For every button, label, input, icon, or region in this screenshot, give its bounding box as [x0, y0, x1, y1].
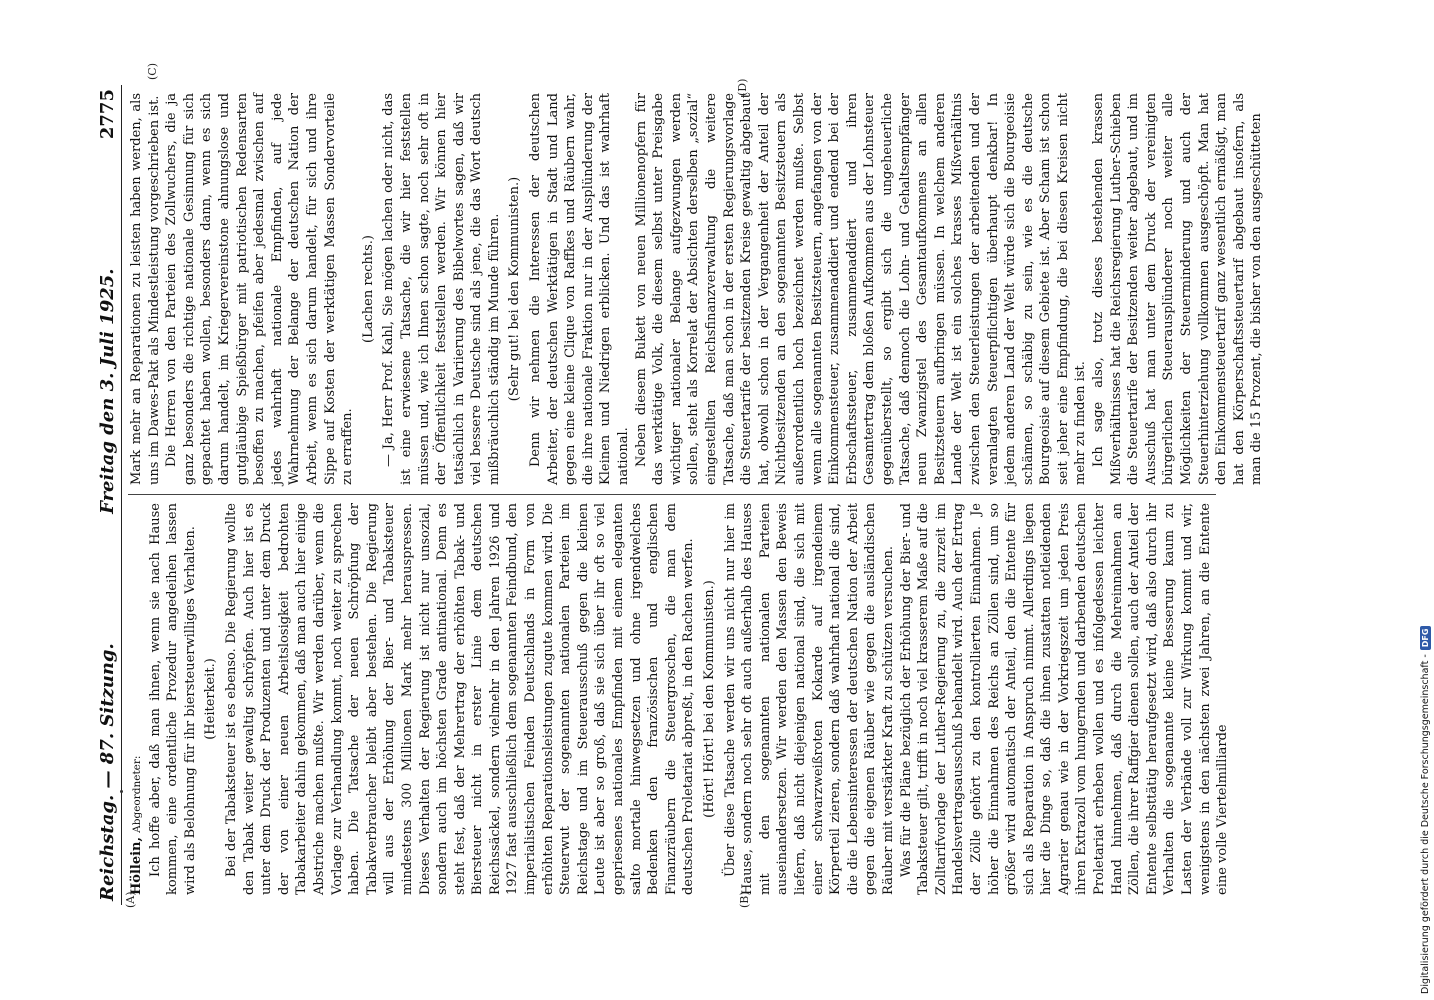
- rotated-page: [88, 85, 1265, 905]
- speaker-name: Höllein,: [129, 836, 144, 895]
- right-column: [128, 93, 1265, 485]
- ink-speck: [120, 790, 123, 793]
- digitization-credit: [1418, 4, 1432, 994]
- speaker-role: Abgeordneter:: [131, 755, 143, 833]
- right-paragraph-3: — Ja, Herr Prof. Kahl, Sie mögen lachen oder nicht, das ist eine erwiesene Tatsache, die wir hier feststellen müssen und, wie ich Ihnen schon sagte, noch sehr oft in der Öffentlichkeit feststellen werden. Wir können hier tatsächlich in Variierung des Bibelwortes sagen, daß wir viel bessere Deutsche sind als jene, die das Wort deutsch mißbräuchlich ständig im Munde führen.: [381, 93, 502, 485]
- column-divider: [128, 494, 1216, 495]
- left-paragraph-2: Bei der Tabaksteuer ist es ebenso. Die Regierung wollte den Tabak weiter gewaltig schröpfen. Auch hier ist es unter dem Druck der Produzenten und unter dem Druck der von einer neuen Arbeitslosigkeit bedrohten Tabakarbeiter dahin gekommen, daß man auch hier einige Abstriche machen mußte. Wir werden darüber, wenn die Vorlage zur Verhandlung kommt, noch weiter zu sprechen haben. Die Tatsache der neuen Schröpfung der Tabakverbraucher bleibt aber bestehen. Die Regierung will aus der Erhöhung der Bier- und Tabaksteuer mindestens 300 Millionen Mark mehr herauspressen. Dieses Verhalten der Regierung ist nicht nur unsozial, sondern auch im höchsten Grade antinational. Denn es steht fest, daß der Mehrertrag der erhöhten Tabak- und Biersteuer nicht in erster Linie dem deutschen Reichssäckel, sondern vielmehr in den Jahren 1926 und 1927 fast ausschließlich dem sogenannten Feindbund, den imperialistischen Feinden Deutschlands in Form von erhöhten Reparationsleistungen zugute kommen wird. Die Steuerwut der sogenannten nationalen Parteien im Reichstage und im Steuerausschuß gegen die kleinen Leute ist aber so groß, daß sie sich über ihr oft so viel gepriesenes nationales Empfinden mit einem eleganten salto mortale hinwegsetzen und ohne irgendwelches Bedenken den französischen und englischen Finanzräubern die Steuergroschen, die man dem deutschen Proletariat abpreßt, in den Rachen werfen.: [223, 503, 697, 895]
- right-paragraph-1: Mark mehr an Reparationen zu leisten haben werden, als uns im Dawes-Pakt als Mindestleistung vorgeschrieben ist.: [129, 93, 162, 485]
- margin-mark-d: (D): [736, 78, 749, 96]
- speaker-line: [128, 503, 147, 895]
- right-paragraph-5: Neben diesem Bukett von neuen Millionenopfern für das werktätige Volk, die diesem selbst unter Preisgabe wichtiger nationaler Belange aufgezwungen werden sollen, steht als Korrelat der Absichten derselben „sozial“ eingestellten Reichsfinanzverwaltung die weitere Tatsache, daß man schon in der ersten Regierungsvorlage die Steuertarife der besitzenden Kreise gewaltig abgebaut hat, obwohl schon in der Vergangenheit der Anteil der Nichtbesitzenden an den sogenannten Besitzsteuern als außerordentlich hoch bezeichnet werden mußte. Selbst wenn alle sogenannten Besitzsteuern, angefangen von der Einkommensteuer, zusammenaddiert und endend bei der Erbschaftssteuer, zusammenaddiert und ihren Gesamtertrag dem bloßen Aufkommen aus der Lohnsteuer gegenüberstellt, so ergibt sich die ungeheuerliche Tatsache, daß dennoch die Lohn- und Gehaltsempfänger neun Zwanzigstel des Gesamtaufkommens an allen Besitzsteuern aufbringen müssen. In welchem anderen Lande der Welt ist ein solches krasses Mißverhältnis zwischen den Steuerleistungen der arbeitenden und der veranlagten Steuerpflichtigen überhaupt denkbar! In jedem anderen Land der Welt würde sich die Bourgeoisie schämen, so schäbig zu sein, wie es die deutsche Bourgeoisie auf diesem Gebiete ist. Aber Scham ist schon seit jeher eine Empfindung, die bei diesen Kreisen nicht mehr zu finden ist.: [633, 93, 1089, 485]
- left-interjection-2: (Hört! Hört! bei den Kommunisten.): [702, 580, 717, 818]
- margin-mark-b: (B): [738, 891, 751, 908]
- left-interjection-1: (Heiterkeit.): [203, 658, 219, 740]
- page-header: [88, 85, 122, 905]
- right-interjection-1: (Lachen rechts.): [360, 235, 376, 343]
- right-paragraph-6: Ich sage also, trotz dieses bestehenden krassen Mißverhältnisses hat die Reichsregierung Luther-Schieben die Steuertarife der Besitzenden weiter abgebaut, und im Ausschuß hat man unter dem Druck der vereinigten bürgerlichen Steuerausplünderer noch weiter alle Möglichkeiten der Steuerminderung und auch der Steuerhinterziehung vollkommen ausgeschöpft. Man hat den Einkommensteuertarif ganz wesentlich ermäßigt, man hat den Körperschaftssteuertarif abgebaut insofern, als man die 15 Prozent, die bisher von den ausgeschütteten: [1091, 93, 1265, 485]
- left-paragraph-3: Über diese Tatsache werden wir uns nicht nur hier im Hause, sondern noch sehr oft auch außerhalb des Hauses mit den sogenannten nationalen Parteien auseinandersetzen. Wir werden den Massen den Beweis liefern, daß nicht diejenigen national sind, die sich mit einer schwarzweißroten Kokarde auf irgendeinem Körperteil zieren, sondern daß wahrhaft national die sind, die die Lebensinteressen der deutschen Nation der Arbeit gegen die eigenen Räuber wie gegen die ausländischen Räuber mit verstärkter Kraft zu schützen versuchen.: [722, 503, 896, 895]
- right-paragraph-4: Denn wir nehmen die Interessen der deutschen Arbeiter, der deutschen Werktätigen in Stadt und Land gegen eine kleine Clique von Raffkes und Räubern wahr, die ihre nationale Fraktion nur in der Ausplünderung der Kleinen und Niedrigen erblicken. Und das ist wahrhaft national.: [528, 93, 632, 485]
- credit-text: Digitalisierung gefördert durch die Deutsche Forschungsgemeinschaft -: [1419, 654, 1431, 994]
- right-interjection-2: (Sehr gut! bei den Kommunisten.): [507, 176, 523, 402]
- text-columns: [128, 85, 1265, 905]
- header-date: Freitag den 3. Juli 1925.: [97, 268, 118, 514]
- margin-mark-a: (A): [124, 891, 137, 908]
- right-paragraph-2: Die Herren von den Parteien des Zollwuchers, die ja ganz besonders die richtige nationale Gesinnung für sich gepachtet haben wollen, besonders dann, wenn es sich darum handelt, im Kriegervereinstone ahnungslose und gutgläubige Spießbürger mit patriotischen Redensarten besoffen zu machen, pfeifen aber jedesmal zwischen auf jedes wahrhaft nationale Empfinden, auf jede Wahrnehmung der Belange der deutschen Nation der Arbeit, wenn es sich darum handelt, für sich und ihre Sippe auf Kosten der werktätigen Massen Sondervorteile zu erraffen.: [164, 93, 356, 485]
- left-paragraph-4: Was für die Pläne bezüglich der Erhöhung der Bier- und Tabaksteuer gilt, trifft in noch viel krasserem Maße auf die Zolltarifvorlage der Luther-Regierung zu, die zurzeit im Handelsvertragsausschuß behandelt wird. Auch der Ertrag der Zölle gehört zu den kontrollierten Einnahmen. Je höher die Einnahmen des Reichs an Zöllen sind, um so größer wird automatisch der Anteil, den die Entente für sich als Reparation in Anspruch nimmt. Allerdings liegen hier die Dinge so, daß die ihnen zustatten notleidenden Agrarier genau wie in der Vorkriegszeit um jeden Preis ihren Extrazoll vom hungernden und darbenden deutschen Proletariat erheben wollen und es infolgedessen leichter Hand hinnehmen, daß durch die Mehreinnahmen an Zöllen, die ihrer Raffgier dienen sollen, auch der Anteil der Entente selbsttätig heraufgesetzt wird, daß also durch ihr Verhalten die sogenannte kleine Besserung kaum zu Lasten der Verbände voll zur Wirkung kommt und wir, wenigstens in den nächsten zwei Jahren, an die Entente eine volle Viertelmilliarde: [898, 503, 1231, 895]
- page-number: 2775: [97, 89, 118, 140]
- dfg-logo-badge: DFG: [1420, 626, 1431, 651]
- left-paragraph-1: Ich hoffe aber, daß man ihnen, wenn sie nach Hause kommen, eine ordentliche Prozedur angedeihen lassen wird als Belohnung für ihr biersteuerwilliges Verhalten.: [147, 503, 198, 895]
- margin-mark-c: (C): [146, 63, 159, 80]
- left-column: [128, 503, 1231, 895]
- header-session: Reichstag. — 87. Sitzung.: [97, 643, 118, 901]
